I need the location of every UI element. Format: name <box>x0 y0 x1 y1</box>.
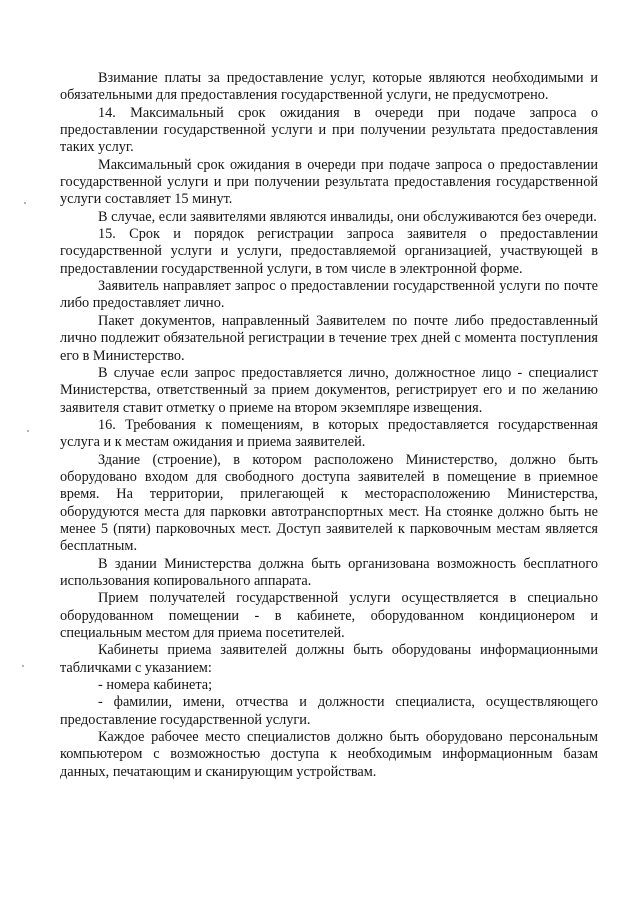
paragraph-registration: Пакет документов, направленный Заявителем по почте либо предоставленный лично подлежит обязательной регистрации в течение трех дней с момента поступления его в Министерство. <box>60 312 598 364</box>
paragraph-building: Здание (строение), в котором расположено Министерство, должно быть оборудовано входом для свободного доступа заявителей в помещение в приемное время. На территории, прилегающей к месторасположению Министерства, оборудуются места для парковки автотранспортных мест. На стоянке должно быть не менее 5 (пяти) парковочных мест. Доступ заявителей к парковочным местам является бесплатным. <box>60 451 598 555</box>
paragraph-disabled: В случае, если заявителями являются инвалиды, они обслуживаются без очереди. <box>98 208 597 225</box>
paragraph-request-mail: Заявитель направляет запрос о предоставлении государственной услуги по почте либо предоставляет лично. <box>60 278 598 312</box>
scan-mark <box>22 665 24 667</box>
scan-mark <box>24 202 26 204</box>
paragraph-fee: Взимание платы за предоставление услуг, которые являются необходимыми и обязательными для предоставления государственной услуги, не предусмотрено. <box>60 70 598 104</box>
paragraph-16-heading: 16. Требования к помещениям, в которых предоставляется государственная услуга и к местам ожидания и приема заявителей. <box>60 416 598 451</box>
paragraph-workplace: Каждое рабочее место специалистов должно быть оборудовано персональным компьютером с возможностью доступа к необходимым информационным базам данных, печатающим и сканирующим устройствам. <box>60 729 598 780</box>
paragraph-14-heading: 14. Максимальный срок ожидания в очереди при подаче запроса о предоставлении государственной услуги и при получении результата предоставления таких услуг. <box>60 104 598 156</box>
paragraph-reception: Прием получателей государственной услуги осуществляется в специально оборудованном помещении - в кабинете, оборудованном кондиционером и специальным местом для приема посетителей. <box>60 590 598 641</box>
scan-mark <box>27 430 29 432</box>
paragraph-in-person: В случае если запрос предоставляется лично, должностное лицо - специалист Министерства, ответственный за прием документов, регистрирует его и по желанию заявителя ставит отметку о приеме на втором экземпляре извещения. <box>60 364 598 416</box>
paragraph-signs: Кабинеты приема заявителей должны быть оборудованы информационными табличками с указанием: <box>60 642 598 676</box>
list-item-specialist: - фамилии, имени, отчества и должности специалиста, осуществляющего предоставление государственной услуги. <box>60 694 598 728</box>
paragraph-max-wait: Максимальный срок ожидания в очереди при подаче запроса о предоставлении государственной услуги и при получении результата предоставления государственной услуги составляет 15 минут. <box>60 156 598 208</box>
document-page <box>60 70 598 781</box>
list-item-room-number: - номера кабинета; <box>98 677 213 694</box>
paragraph-15-heading: 15. Срок и порядок регистрации запроса заявителя о предоставлении государственной услуги и услуги, предоставляемой организацией, участвующей в предоставлении государственной услуги, в том числе в электронной форме. <box>60 226 598 277</box>
paragraph-copier: В здании Министерства должна быть организована возможность бесплатного использования копировального аппарата. <box>60 555 598 589</box>
